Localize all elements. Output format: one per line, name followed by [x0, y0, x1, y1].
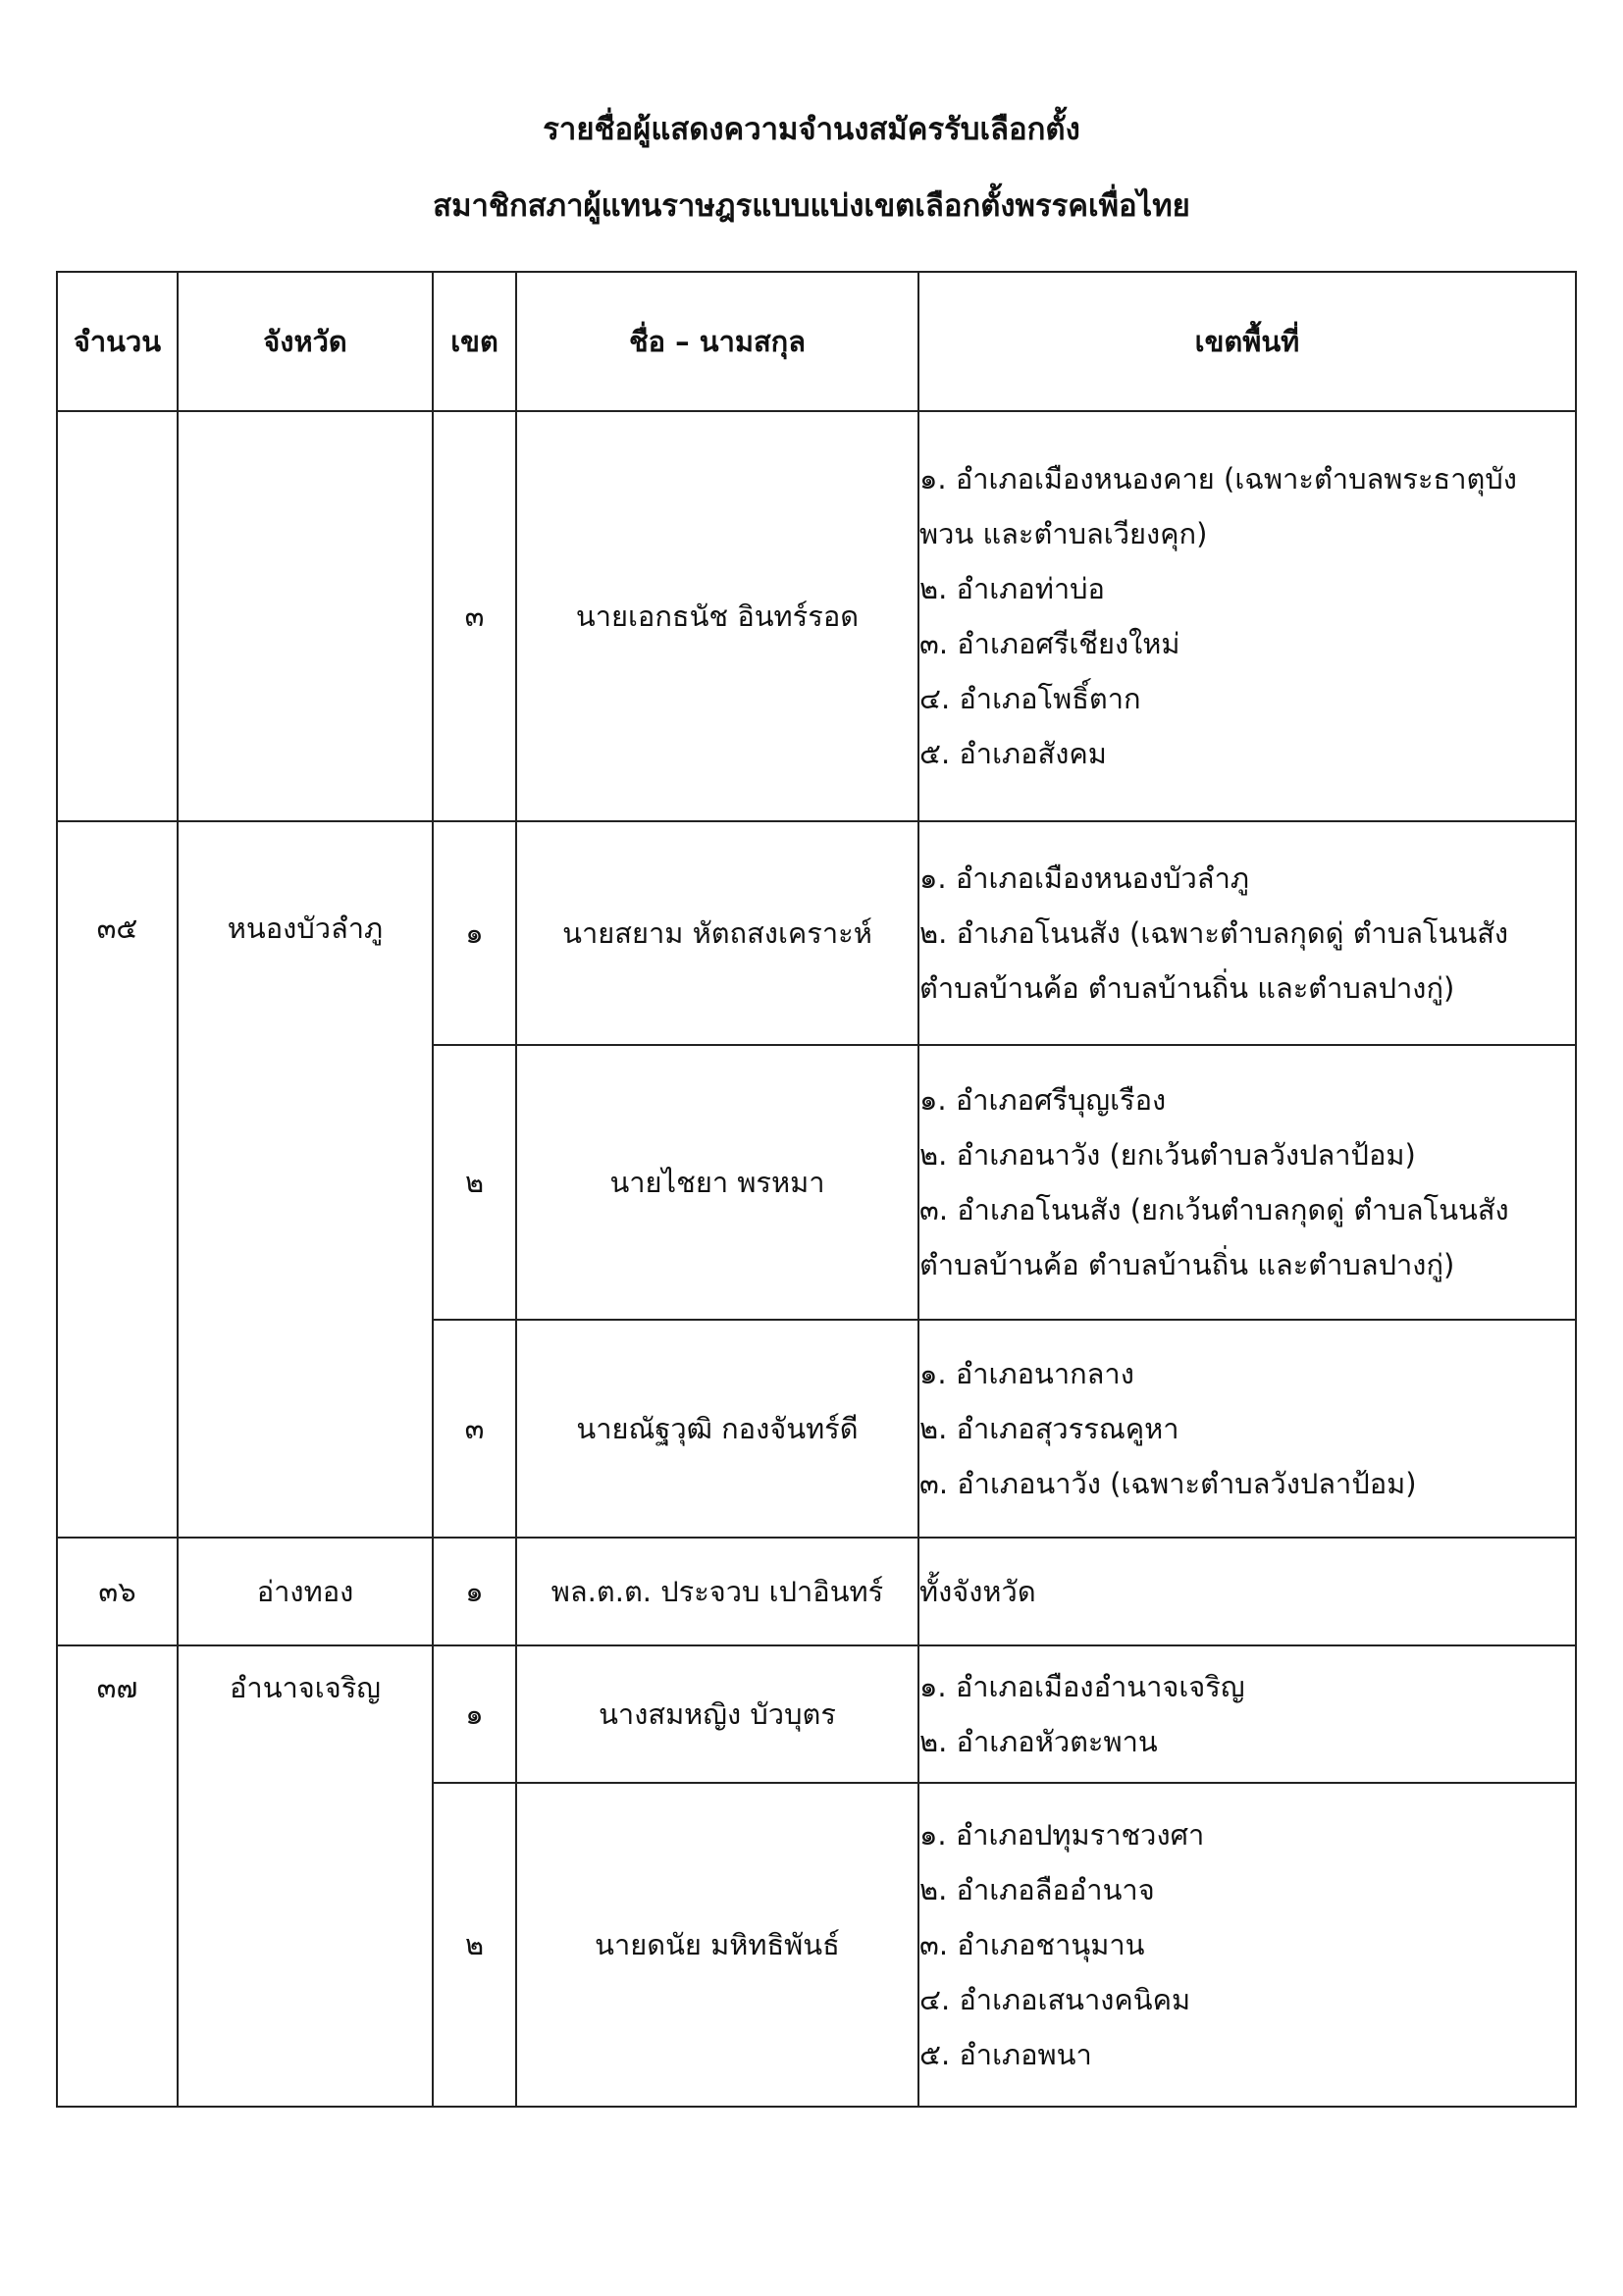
cell-name: นายณัฐวุฒิ กองจันทร์ดี: [516, 1320, 918, 1538]
area-line: ทั้งจังหวัด: [919, 1575, 1036, 1608]
area-line: ๑. อำเภอปทุมราชวงศา: [919, 1818, 1205, 1852]
area-line: ๒. อำเภอโนนสัง (เฉพาะตำบลกุดดู่ ตำบลโนนสัง: [919, 916, 1509, 950]
area-line: ๑. อำเภอเมืองอำนาจเจริญ: [919, 1670, 1245, 1703]
cell-number: ๓๕: [57, 821, 178, 1538]
area-line: ๒. อำเภอสุวรรณคูหา: [919, 1412, 1179, 1445]
cell-area: [918, 1538, 1576, 1645]
area-line: ๑. อำเภอเมืองหนองคาย (เฉพาะตำบลพระธาตุบัง: [919, 462, 1517, 496]
header-district: เขต: [433, 272, 516, 411]
cell-name: นายสยาม หัตถสงเคราะห์: [516, 821, 918, 1045]
area-line: ๓. อำเภอชานุมาน: [919, 1928, 1145, 1961]
cell-area: [918, 1320, 1576, 1538]
cell-province: อ่างทอง: [178, 1538, 433, 1645]
cell-district: ๒: [433, 1783, 516, 2107]
area-line: ๒. อำเภอหัวตะพาน: [919, 1725, 1158, 1758]
cell-area: [918, 1645, 1576, 1783]
area-line: ๑. อำเภอนากลาง: [919, 1357, 1134, 1390]
cell-area: [918, 411, 1576, 821]
cell-name: พล.ต.ต. ประจวบ เปาอินทร์: [516, 1538, 918, 1645]
area-line: ๓. อำเภอนาวัง (เฉพาะตำบลวังปลาป้อม): [919, 1467, 1417, 1500]
cell-district: ๑: [433, 1645, 516, 1783]
cell-province: [178, 411, 433, 821]
area-line: พวน และตำบลเวียงคุก): [919, 517, 1208, 550]
area-line: ๕. อำเภอพนา: [919, 2038, 1092, 2071]
table-row: [57, 1538, 1576, 1645]
cell-number: ๓๖: [57, 1538, 178, 1645]
cell-district: ๑: [433, 1538, 516, 1645]
header-province: จังหวัด: [178, 272, 433, 411]
cell-area: [918, 821, 1576, 1045]
header-number: จำนวน: [57, 272, 178, 411]
cell-number: [57, 411, 178, 821]
cell-name: นางสมหญิง บัวบุตร: [516, 1645, 918, 1783]
area-line: ๓. อำเภอศรีเชียงใหม่: [919, 627, 1180, 660]
document-subtitle: สมาชิกสภาผู้แทนราษฎรแบบแบ่งเขตเลือกตั้งพรรคเพื่อไทย: [433, 188, 1190, 224]
cell-province: อำนาจเจริญ: [178, 1645, 433, 2107]
document-title: รายชื่อผู้แสดงความจำนงสมัครรับเลือกตั้ง: [543, 112, 1080, 147]
cell-name: นายเอกธนัช อินทร์รอด: [516, 411, 918, 821]
area-line: ๒. อำเภอลืออำนาจ: [919, 1873, 1155, 1906]
cell-area: [918, 1045, 1576, 1320]
area-line: ๕. อำเภอสังคม: [919, 737, 1107, 770]
cell-name: นายดนัย มหิทธิพันธ์: [516, 1783, 918, 2107]
cell-province: หนองบัวลำภู: [178, 821, 433, 1538]
cell-district: ๓: [433, 411, 516, 821]
area-line: ตำบลบ้านค้อ ตำบลบ้านถิ่น และตำบลปางกู่): [919, 1248, 1455, 1281]
cell-district: ๓: [433, 1320, 516, 1538]
area-line: ตำบลบ้านค้อ ตำบลบ้านถิ่น และตำบลปางกู่): [919, 971, 1455, 1005]
header-name: ชื่อ – นามสกุล: [516, 272, 918, 411]
area-line: ๑. อำเภอเมืองหนองบัวลำภู: [919, 861, 1249, 895]
area-line: ๑. อำเภอศรีบุญเรือง: [919, 1083, 1167, 1117]
area-line: ๔. อำเภอโพธิ์ตาก: [919, 682, 1141, 715]
area-line: ๒. อำเภอนาวัง (ยกเว้นตำบลวังปลาป้อม): [919, 1138, 1416, 1172]
cell-area: [918, 1783, 1576, 2107]
candidate-table: [56, 271, 1577, 2108]
table-header-row: [57, 272, 1576, 411]
cell-number: ๓๗: [57, 1645, 178, 2107]
table-row: [57, 411, 1576, 821]
table-row: [57, 821, 1576, 1045]
area-line: ๓. อำเภอโนนสัง (ยกเว้นตำบลกุดดู่ ตำบลโนนสัง: [919, 1193, 1509, 1226]
cell-district: ๒: [433, 1045, 516, 1320]
area-line: ๒. อำเภอท่าบ่อ: [919, 572, 1105, 605]
header-area: เขตพื้นที่: [918, 272, 1576, 411]
area-line: ๔. อำเภอเสนางคนิคม: [919, 1983, 1191, 2016]
cell-district: ๑: [433, 821, 516, 1045]
table-row: [57, 1645, 1576, 1783]
cell-name: นายไชยา พรหมา: [516, 1045, 918, 1320]
